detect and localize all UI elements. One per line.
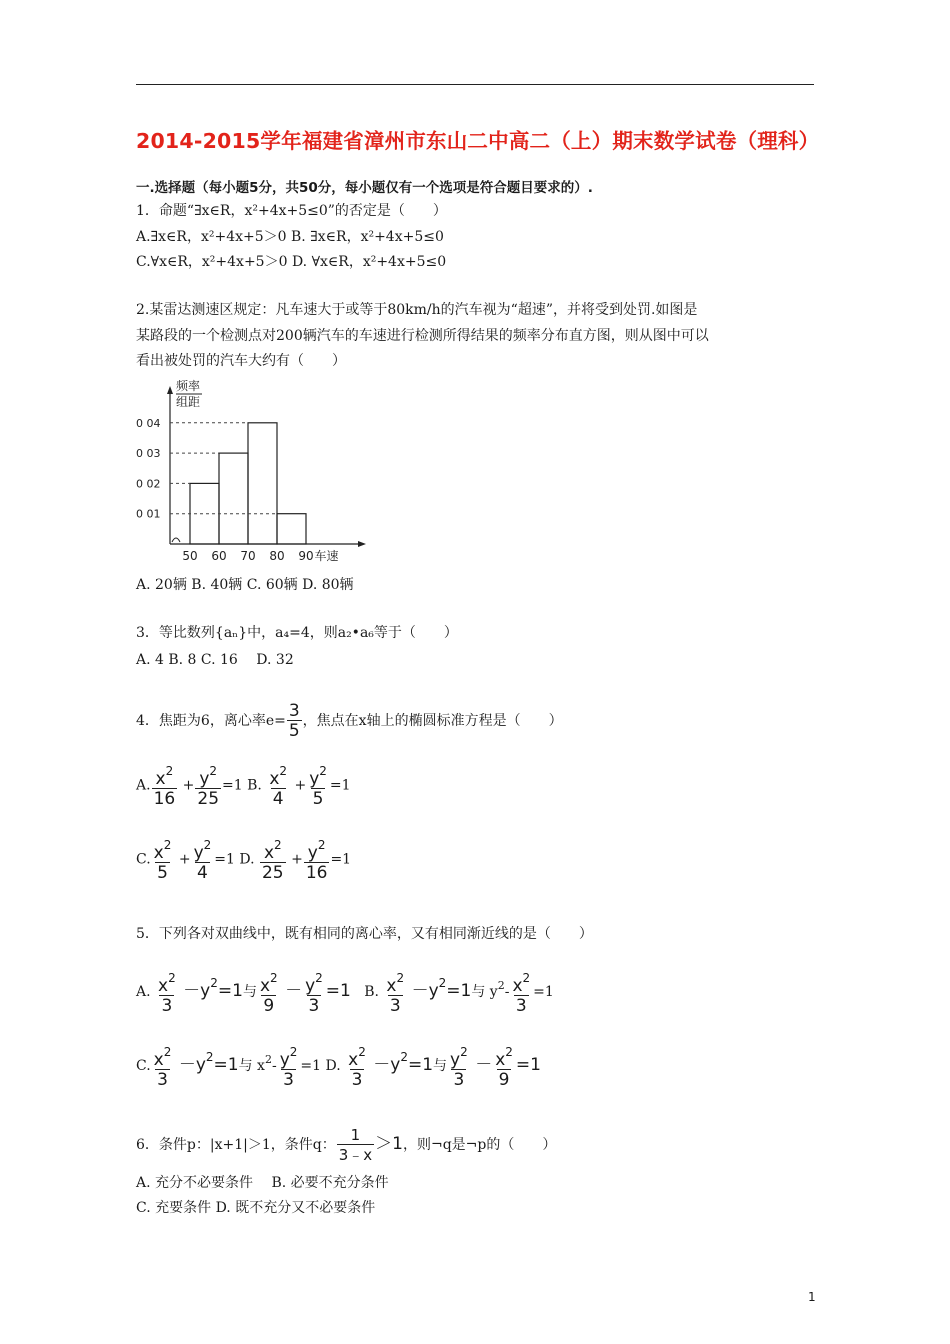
x-axis-label: 车速	[314, 549, 339, 563]
q6-frac-den: 3﹣x	[338, 1145, 373, 1164]
q2-line1: 2.某雷达测速区规定：凡车速大于或等于80km/h的汽车视为“超速”，并将受到处罚.如图是	[136, 302, 698, 318]
q6-options-cd: C. 充要条件 D. 既不充分又不必要条件	[136, 1200, 376, 1216]
frequency-histogram	[130, 376, 370, 572]
q4-c-eq: =1 D.	[214, 851, 255, 868]
y-tick-label: 0 01	[136, 507, 161, 521]
q1-options-ab: A.∃x∈R，x²+4x+5＞0 B. ∃x∈R，x²+4x+5≤0	[136, 229, 444, 245]
q3-options: A. 4 B. 8 C. 16 D. 32	[136, 652, 294, 668]
x-tick-label: 60	[211, 549, 227, 563]
q6-options-ab: A. 充分不必要条件 B. 必要不充分条件	[136, 1175, 389, 1191]
q5-options-ab: A. $\frac{x^2}{3}$ $-y^2=1$与 $\frac{x^2}{9}$ － $\frac{y^2}{3}$ =1 B. $\frac{x^2}{3}$ $-y^2=1$与 $y^2-$ $\frac{x^2}{3}$ =1	[136, 970, 554, 1016]
q2-options: A. 20辆 B. 40辆 C. 60辆 D. 80辆	[136, 577, 354, 593]
q6-stem-post: ，则¬q是¬p的（ ）	[402, 1137, 557, 1153]
q5-label-c: C.	[136, 1058, 151, 1074]
q4-e-num: 3	[288, 700, 300, 721]
q2-line2: 某路段的一个检测点对200辆汽车的车速进行检测所得结果的频率分布直方图，则从图中可以	[136, 328, 709, 344]
q6-gt1: ＞1	[375, 1134, 403, 1154]
q4-label-c: C.	[136, 851, 151, 868]
header-rule	[136, 84, 814, 85]
q5-label-d: D.	[325, 1058, 341, 1074]
q1-stem: 1．命题“∃x∈R，x²+4x+5≤0”的否定是（ ）	[136, 203, 447, 219]
q6-frac-num: 1	[350, 1125, 361, 1144]
q4-b-yden: 5	[312, 789, 324, 809]
q5-label-b: B.	[364, 984, 379, 1000]
q4-d-yden: 16	[305, 863, 328, 883]
q2-line3: 看出被处罚的汽车大约有（ ）	[136, 353, 346, 369]
q4-stem	[136, 700, 563, 742]
q3-stem: 3．等比数列{aₙ}中，a₄=4，则a₂•a₆等于（ ）	[136, 625, 458, 641]
q6-stem-pre: 6．条件p：|x+1|＞1，条件q：	[136, 1137, 336, 1153]
y-label-top: 频率	[176, 379, 201, 393]
q4-d-xden: 25	[261, 863, 284, 883]
q4-a-eq: =1 B.	[222, 777, 262, 794]
x-axis-arrow	[358, 541, 366, 547]
y-axis-arrow	[167, 386, 173, 394]
axis-break	[172, 538, 180, 542]
q4-stem-post: ，焦点在x轴上的椭圆标准方程是（ ）	[302, 713, 563, 729]
q4-e-den: 5	[288, 720, 300, 741]
q6-stem	[136, 1122, 556, 1167]
q5-stem: 5．下列各对双曲线中，既有相同的离心率，又有相同渐近线的是（ ）	[136, 926, 593, 942]
histogram-bar	[248, 423, 277, 544]
section-heading: 一.选择题（每小题5分，共50分，每小题仅有一个选项是符合题目要求的）.	[136, 180, 593, 196]
x-tick-label: 50	[182, 549, 198, 563]
y-tick-label: 0 04	[136, 416, 161, 430]
y-label-bottom: 组距	[176, 395, 201, 409]
q4-b-xden: 4	[272, 789, 284, 809]
y-tick-label: 0 02	[136, 477, 161, 491]
q4-b-eq: =1	[329, 777, 351, 794]
y-tick-label: 0 03	[136, 447, 161, 461]
q4-options-ab: A. $\frac{x^2}{16}$ + $\frac{y^2}{25}$ =1 B. $\frac{x^2}{4}$ + $\frac{y^2}{5}$ =1	[136, 764, 351, 809]
q4-options-cd: C. $\frac{x^2}{5}$ + $\frac{y^2}{4}$ =1 D. $\frac{x^2}{25}$ + $\frac{y^2}{16}$ =1	[136, 838, 352, 883]
q4-stem-pre: 4．焦距为6，离心率e=	[136, 713, 286, 729]
q5-options-cd: C. $\frac{x^2}{3}$ $-y^2=1$与 $x^2-$ $\frac{y^2}{3}$ =1 D. $\frac{x^2}{3}$ $-y^2=1$与 $\frac{y^2}{3}$ － $\frac{x^2}{9}$ =1	[136, 1044, 541, 1090]
histogram-bar	[219, 453, 248, 544]
q4-eccentricity	[287, 702, 302, 741]
q5-label-a: A.	[136, 984, 151, 1000]
q4-d-eq: =1	[330, 851, 352, 868]
q4-a-xden: 16	[153, 789, 176, 809]
x-tick-label: 90	[298, 549, 314, 563]
q4-label-a: A.	[136, 777, 151, 794]
q4-c-xden: 5	[157, 863, 168, 883]
q1-options-cd: C.∀x∈R，x²+4x+5＞0 D. ∀x∈R，x²+4x+5≤0	[136, 254, 447, 270]
exam-title: 2014-2015学年福建省漳州市东山二中高二（上）期末数学试卷（理科）	[136, 129, 820, 153]
x-tick-label: 80	[269, 549, 285, 563]
page-number: 1	[808, 1290, 816, 1304]
q4-a-yden: 25	[197, 789, 220, 809]
x-tick-label: 70	[240, 549, 256, 563]
q4-c-yden: 4	[197, 863, 208, 883]
histogram-bar	[277, 514, 306, 544]
